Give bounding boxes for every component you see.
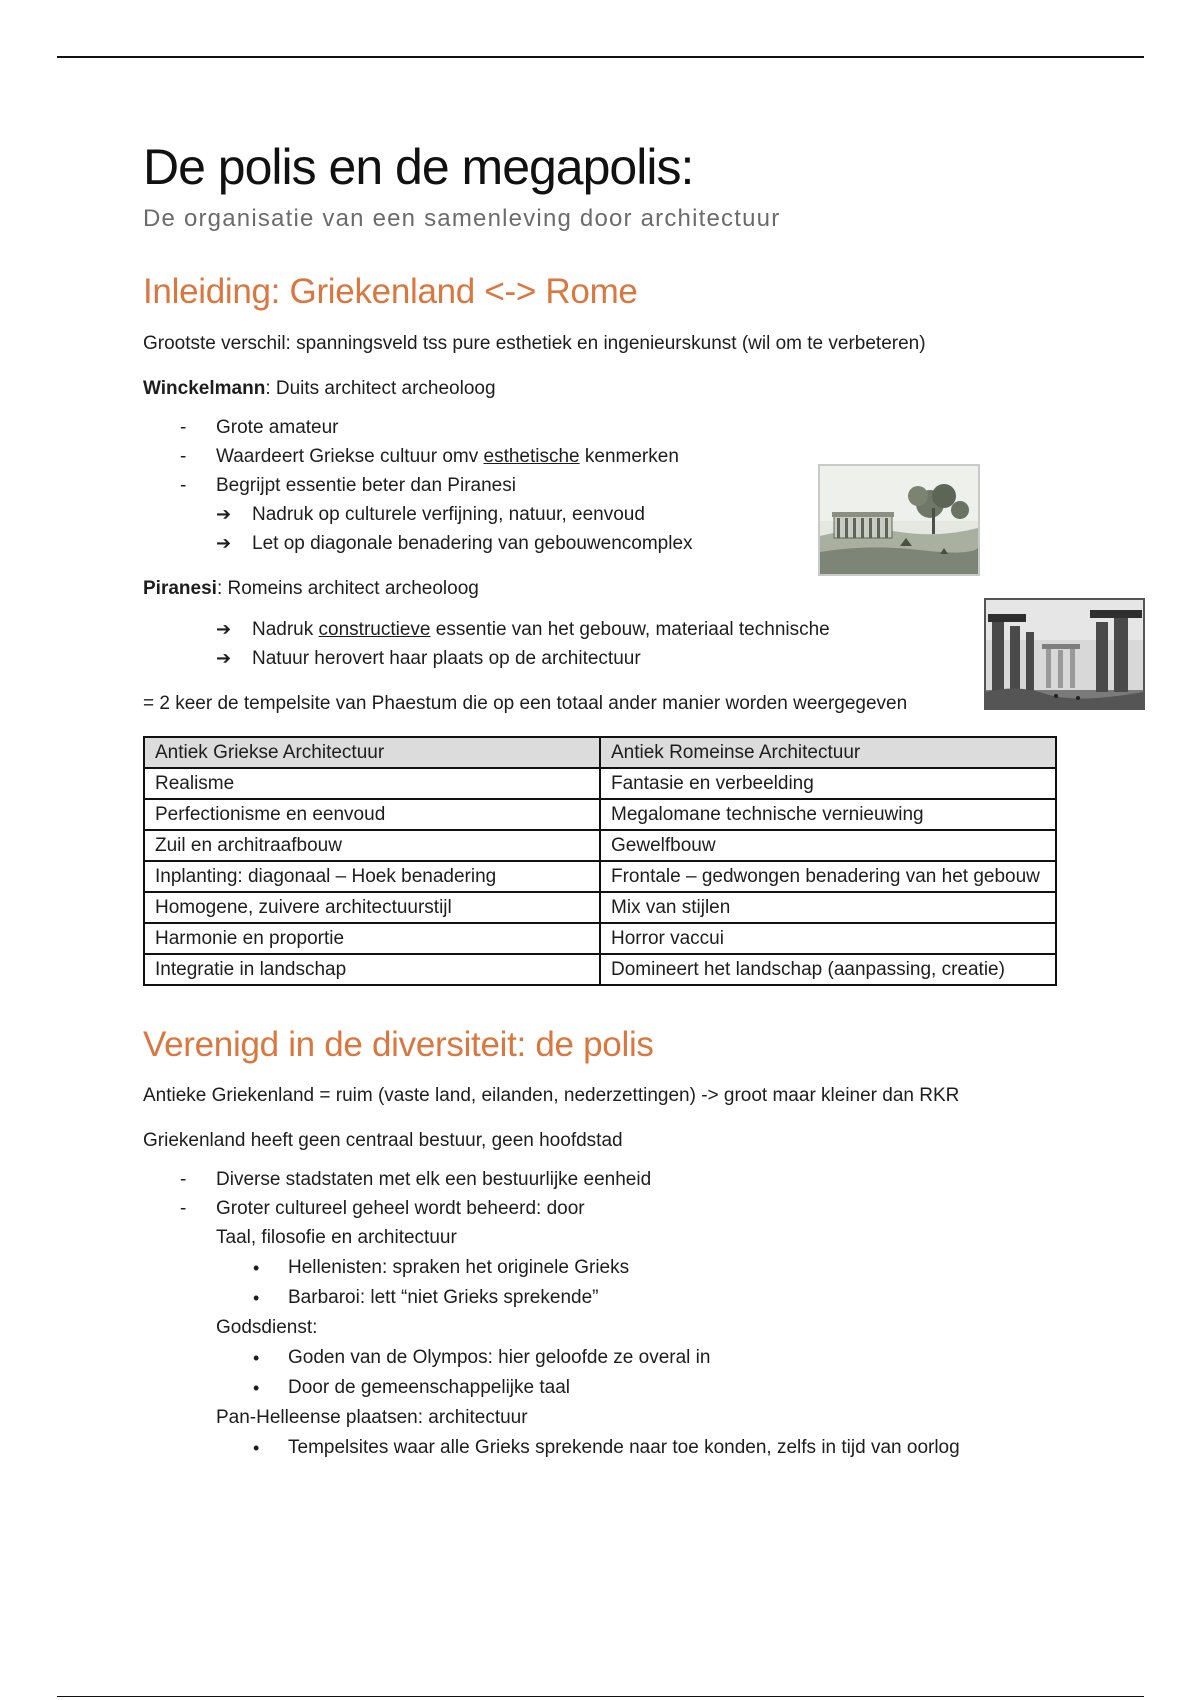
winckelmann-name: Winckelmann <box>143 377 266 399</box>
arrow-item: ➔ Natuur herovert haar plaats op de architectuur <box>143 644 1143 673</box>
bullet-item: • Barbaroi: lett “niet Grieks sprekende” <box>143 1283 1143 1313</box>
winckelmann-paragraph <box>143 375 1143 403</box>
temple-engraving-image <box>818 464 980 576</box>
arrow-item: ➔ Nadruk constructieve essentie van het gebouw, materiaal technische <box>143 615 1143 644</box>
list-item: - Grote amateur <box>143 413 1143 442</box>
table-header-row <box>144 737 1056 768</box>
winckelmann-list <box>143 413 1143 500</box>
bullet-item: • Tempelsites waar alle Grieks sprekende naar toe konden, zelfs in tijd van oorlog <box>143 1433 1143 1463</box>
bottom-rule <box>57 1696 1144 1697</box>
table-cell: Mix van stijlen <box>600 892 1056 923</box>
section-heading-polis: Verenigd in de diversiteit: de polis <box>143 1024 654 1064</box>
bullet-list-panhelleens <box>143 1433 1143 1463</box>
table-row <box>144 830 1056 861</box>
arrow-item: ➔ Let op diagonale benadering van gebouwencomplex <box>143 529 1143 558</box>
table-cell: Gewelfbouw <box>600 830 1056 861</box>
table-header-roman: Antiek Romeinse Architectuur <box>600 737 1056 768</box>
bullet-item: • Hellenisten: spraken het originele Grieks <box>143 1253 1143 1283</box>
table-header-greek: Antiek Griekse Architectuur <box>144 737 600 768</box>
table-cell: Fantasie en verbeelding <box>600 768 1056 799</box>
table-cell: Megalomane technische vernieuwing <box>600 799 1056 830</box>
table-cell: Horror vaccui <box>600 923 1056 954</box>
comparison-table <box>143 736 1057 986</box>
list-item: - Diverse stadstaten met elk een bestuurlijke eenheid <box>143 1165 1143 1194</box>
table-cell: Frontale – gedwongen benadering van het gebouw <box>600 861 1056 892</box>
group-label-panhelleens: Pan-Helleense plaatsen: architectuur <box>216 1407 528 1428</box>
table-cell: Zuil en architraafbouw <box>144 830 600 861</box>
list-item: - Begrijpt essentie beter dan Piranesi <box>143 471 1143 500</box>
table-row <box>144 923 1056 954</box>
table-cell: Realisme <box>144 768 600 799</box>
section-heading-inleiding: Inleiding: Griekenland <-> Rome <box>143 272 638 311</box>
top-rule <box>57 56 1144 58</box>
underlined-term: esthetische <box>483 445 580 467</box>
polis-list <box>143 1165 1143 1223</box>
table-cell: Homogene, zuivere architectuurstijl <box>144 892 600 923</box>
polis-paragraph-2: Griekenland heeft geen centraal bestuur, geen hoofdstad <box>143 1130 623 1151</box>
table-row <box>144 892 1056 923</box>
bullet-list-godsdienst <box>143 1343 1143 1403</box>
table-cell: Harmonie en proportie <box>144 923 600 954</box>
list-item: - Groter cultureel geheel wordt beheerd: door <box>143 1194 1143 1223</box>
group-label-taal: Taal, filosofie en architectuur <box>216 1227 457 1248</box>
table-row <box>144 861 1056 892</box>
conclusion-paragraph: = 2 keer de tempelsite van Phaestum die op een totaal ander manier worden weergegeven <box>143 692 908 714</box>
list-item: - Waardeert Griekse cultuur omv esthetische kenmerken <box>143 442 1143 471</box>
ruin-engraving-image <box>984 598 1145 710</box>
bullet-list-taal <box>143 1253 1143 1313</box>
underlined-term: constructieve <box>318 618 431 640</box>
winckelmann-desc: : Duits architect archeoloog <box>265 377 496 399</box>
intro-paragraph: Grootste verschil: spanningsveld tss pure esthetiek en ingenieurskunst (wil om te verbeteren) <box>143 332 926 354</box>
document-title: De polis en de megapolis: <box>143 139 694 195</box>
table-row <box>144 799 1056 830</box>
polis-paragraph-1: Antieke Griekenland = ruim (vaste land, eilanden, nederzettingen) -> groot maar kleiner dan RKR <box>143 1085 960 1106</box>
piranesi-desc: : Romeins architect archeoloog <box>216 577 479 599</box>
table-cell: Domineert het landschap (aanpassing, creatie) <box>600 954 1056 985</box>
table-row <box>144 954 1056 985</box>
group-label-godsdienst: Godsdienst: <box>216 1317 318 1338</box>
bullet-item: • Door de gemeenschappelijke taal <box>143 1373 1143 1403</box>
table-cell: Perfectionisme en eenvoud <box>144 799 600 830</box>
table-row <box>144 768 1056 799</box>
table-cell: Integratie in landschap <box>144 954 600 985</box>
winckelmann-arrow-list <box>143 500 1143 558</box>
document-subtitle: De organisatie van een samenleving door architectuur <box>143 205 781 232</box>
arrow-item: ➔ Nadruk op culturele verfijning, natuur, eenvoud <box>143 500 1143 529</box>
table-cell: Inplanting: diagonaal – Hoek benadering <box>144 861 600 892</box>
bullet-item: • Goden van de Olympos: hier geloofde ze overal in <box>143 1343 1143 1373</box>
document-page <box>143 140 1143 1463</box>
piranesi-name: Piranesi <box>143 577 217 599</box>
